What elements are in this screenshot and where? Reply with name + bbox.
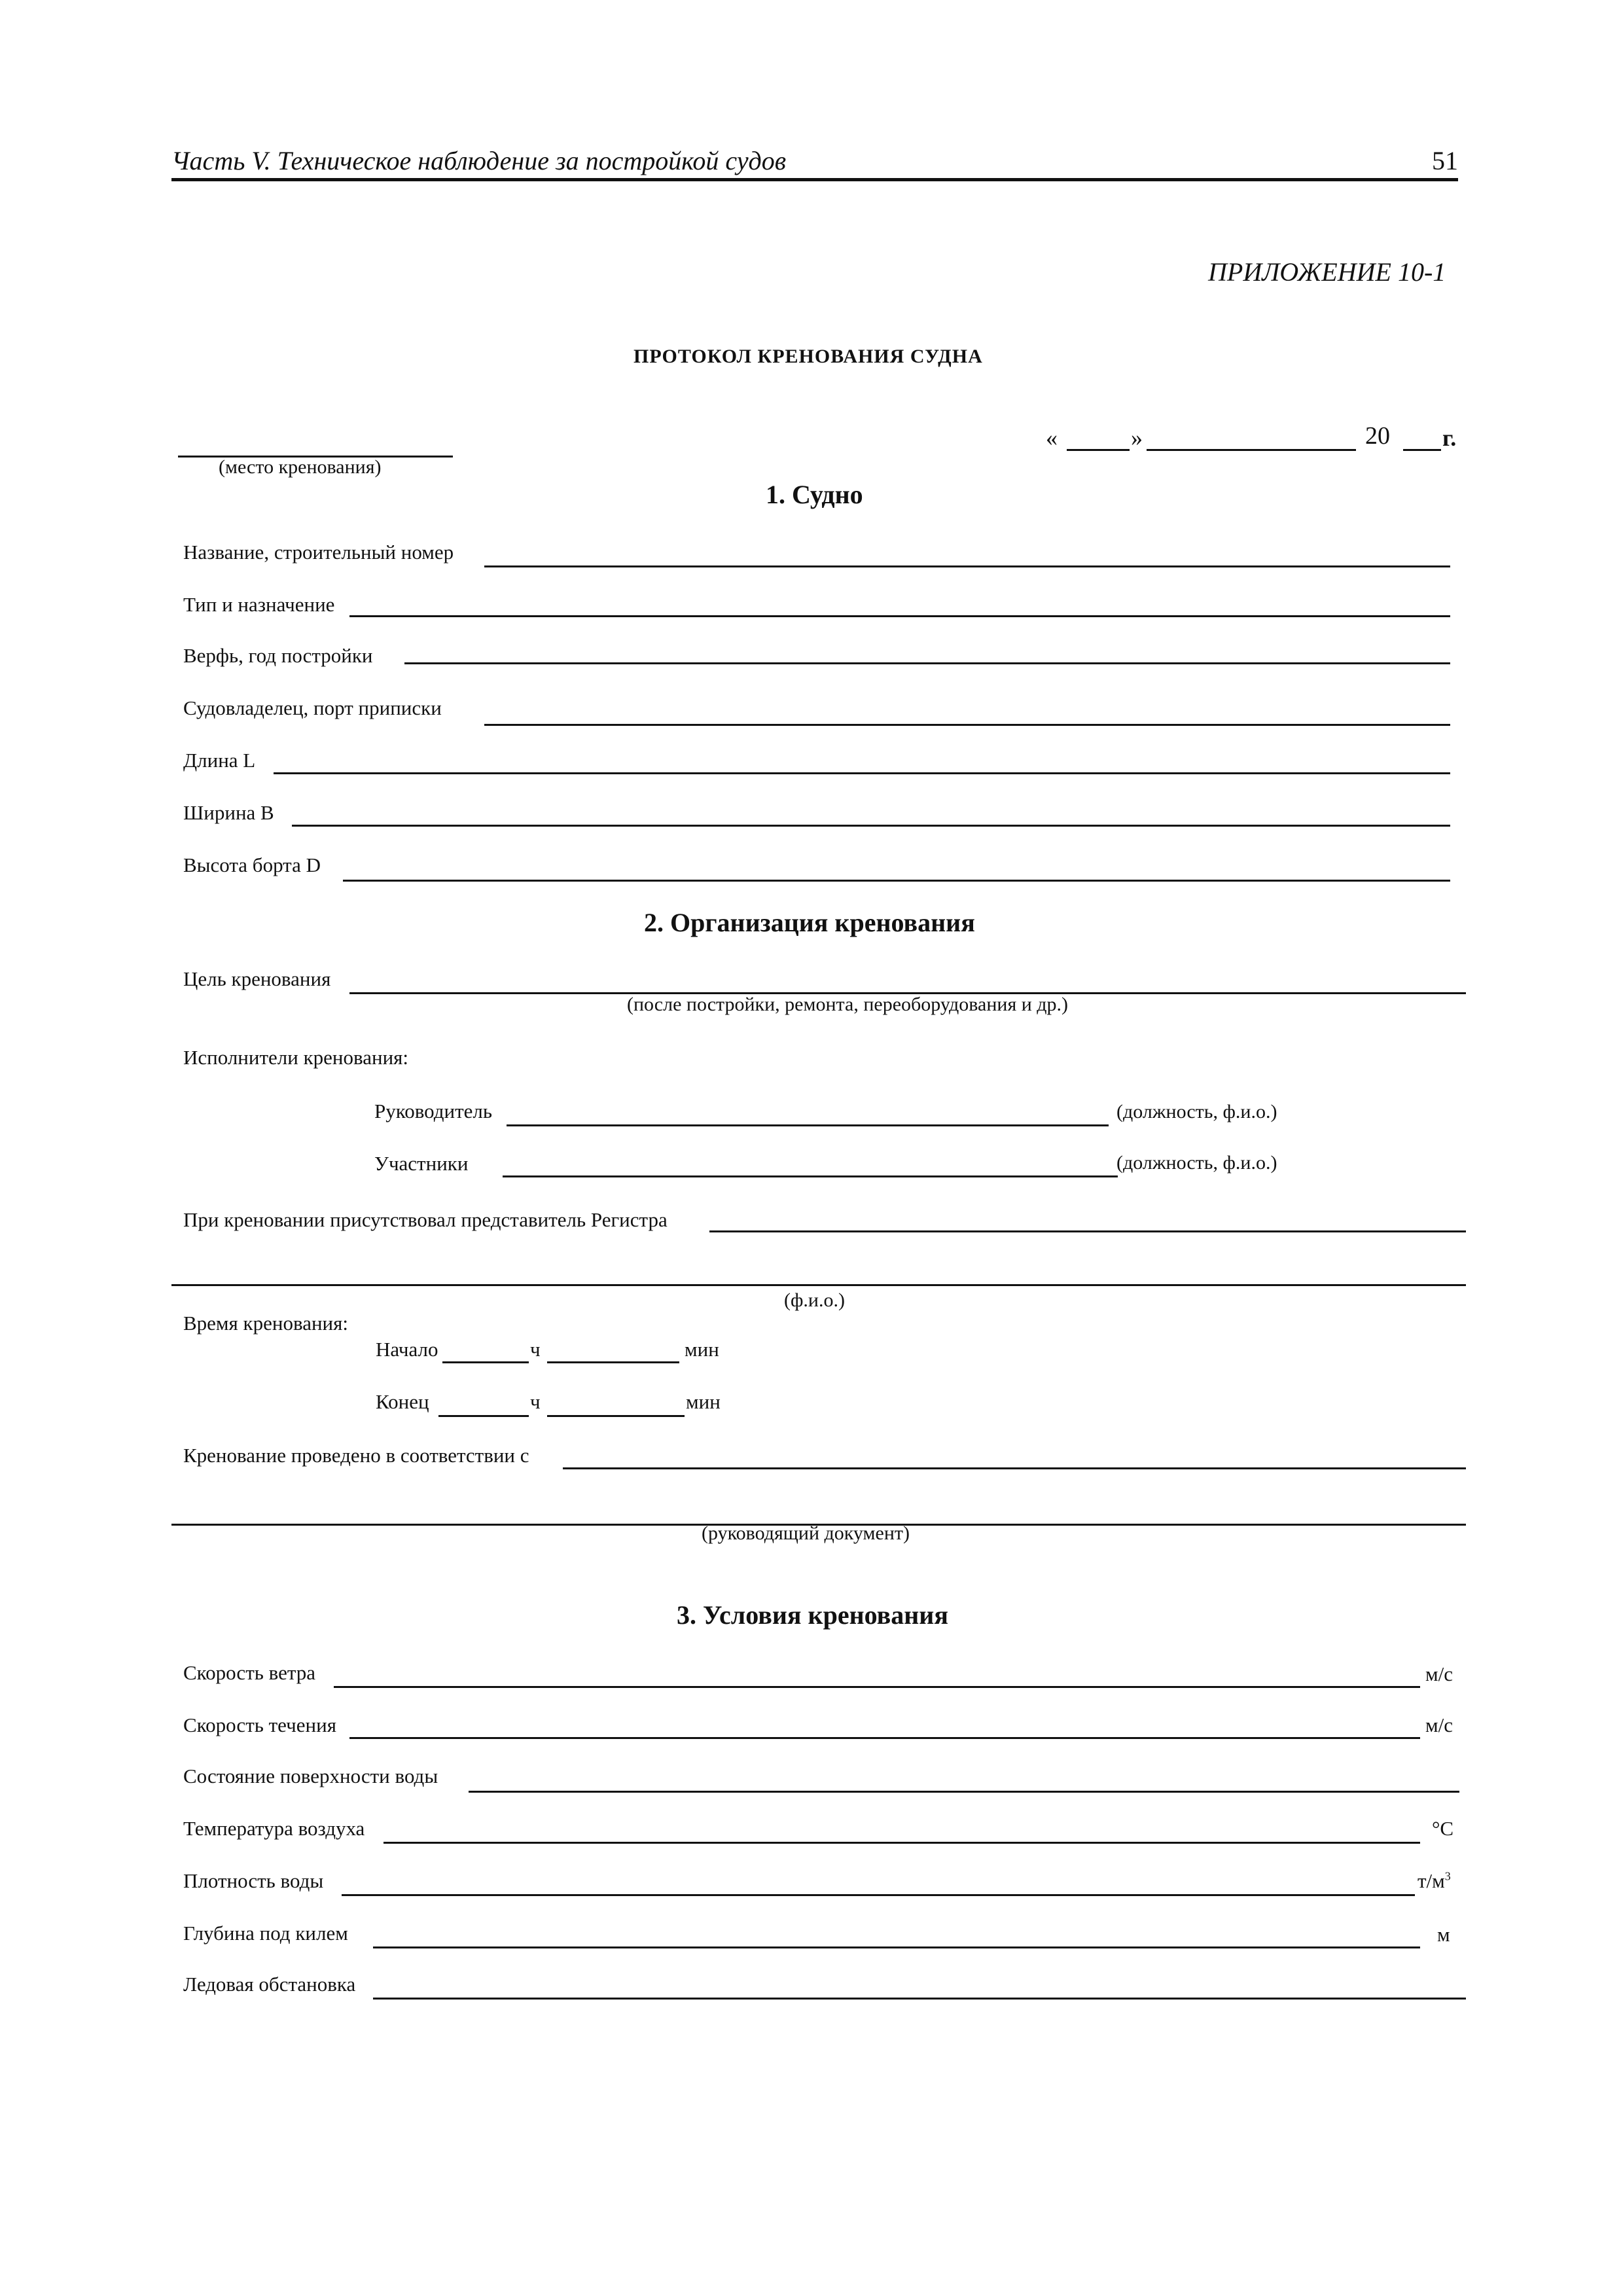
field-label-breadth: Ширина B [183, 801, 274, 824]
wind-speed-label: Скорость ветра [183, 1661, 316, 1684]
header-rule [171, 178, 1458, 181]
ice-conditions-input[interactable] [373, 1998, 1466, 2000]
participants-input[interactable] [503, 1175, 1118, 1177]
purpose-caption: (после постройки, ремонта, переоборудования и др.) [627, 994, 1069, 1015]
keel-depth-input[interactable] [373, 1946, 1420, 1948]
start-label: Начало [376, 1338, 438, 1361]
water-density-unit [1418, 1869, 1451, 1893]
participants-position-caption: (должность, ф.и.о.) [1116, 1152, 1277, 1174]
current-speed-input[interactable] [349, 1737, 1420, 1739]
depth-input[interactable] [343, 880, 1450, 882]
section-3-heading: 3. Условия кренования [677, 1600, 948, 1630]
field-label-depth: Высота борта D [183, 853, 321, 876]
document-title: ПРОТОКОЛ КРЕНОВАНИЯ СУДНА [633, 346, 983, 367]
compliance-input[interactable] [563, 1467, 1466, 1469]
date-close-quote: » [1131, 425, 1143, 451]
appendix-label: ПРИЛОЖЕНИЕ 10-1 [1208, 257, 1446, 287]
place-caption: (место кренования) [219, 456, 382, 478]
shipyard-year-input[interactable] [404, 662, 1450, 664]
date-century: 20 [1365, 422, 1390, 450]
water-surface-label: Состояние поверхности воды [183, 1765, 438, 1787]
keel-depth-label: Глубина под килем [183, 1922, 348, 1945]
length-input[interactable] [274, 772, 1450, 774]
field-label-owner-port: Судовладелец, порт приписки [183, 696, 442, 719]
current-speed-label: Скорость течения [183, 1713, 336, 1736]
performers-label: Исполнители кренования: [183, 1046, 409, 1069]
date-year-input[interactable] [1403, 449, 1441, 451]
keel-depth-unit: м [1437, 1923, 1450, 1946]
fio-caption: (ф.и.о.) [784, 1289, 845, 1311]
owner-port-input[interactable] [484, 724, 1450, 726]
type-purpose-input[interactable] [349, 615, 1450, 617]
date-day-input[interactable] [1067, 449, 1130, 451]
field-label-shipyard-year: Верфь, год постройки [183, 644, 373, 667]
start-hours-input[interactable] [442, 1361, 529, 1363]
end-minute-unit: мин [686, 1390, 721, 1413]
register-rep-input-line-2[interactable] [171, 1284, 1466, 1286]
start-minutes-input[interactable] [547, 1361, 679, 1363]
water-density-label: Плотность воды [183, 1869, 324, 1892]
end-hour-unit: ч [530, 1390, 541, 1413]
leader-position-caption: (должность, ф.и.о.) [1116, 1101, 1277, 1122]
water-density-unit-exponent: 3 [1444, 1869, 1451, 1883]
section-2-heading: 2. Организация кренования [644, 908, 975, 937]
field-label-length: Длина L [183, 749, 256, 772]
wind-speed-unit: м/с [1425, 1662, 1453, 1685]
leader-input[interactable] [507, 1124, 1109, 1126]
participants-label: Участники [374, 1152, 469, 1175]
air-temperature-unit: °C [1432, 1817, 1454, 1840]
guiding-doc-caption: (руководящий документ) [702, 1522, 910, 1544]
breadth-input[interactable] [292, 825, 1450, 827]
page-number: 51 [1432, 146, 1458, 175]
end-hours-input[interactable] [438, 1415, 529, 1417]
register-rep-label: При креновании присутствовал представитель Регистра [183, 1208, 668, 1231]
date-month-input[interactable] [1147, 449, 1356, 451]
date-year-suffix: г. [1442, 425, 1457, 451]
section-1-heading: 1. Судно [766, 480, 863, 509]
water-density-unit-base: т/м [1418, 1869, 1445, 1892]
start-minute-unit: мин [685, 1338, 719, 1361]
leader-label: Руководитель [374, 1100, 493, 1122]
field-label-name-number: Название, строительный номер [183, 541, 454, 564]
ice-conditions-label: Ледовая обстановка [183, 1973, 356, 1996]
start-hour-unit: ч [530, 1338, 541, 1361]
date-open-quote: « [1046, 425, 1058, 451]
compliance-label: Кренование проведено в соответствии с [183, 1444, 529, 1467]
field-label-type-purpose: Тип и назначение [183, 593, 335, 616]
current-speed-unit: м/с [1425, 1713, 1453, 1736]
air-temperature-input[interactable] [383, 1842, 1420, 1844]
air-temperature-label: Температура воздуха [183, 1817, 365, 1840]
water-density-input[interactable] [342, 1894, 1415, 1896]
register-rep-input[interactable] [709, 1230, 1466, 1232]
wind-speed-input[interactable] [334, 1686, 1420, 1688]
end-label: Конец [376, 1390, 429, 1413]
time-label: Время кренования: [183, 1312, 349, 1335]
end-minutes-input[interactable] [547, 1415, 685, 1417]
running-title: Часть V. Техническое наблюдение за постройкой судов [171, 146, 787, 175]
name-number-input[interactable] [484, 565, 1450, 567]
purpose-label: Цель кренования [183, 967, 331, 990]
water-surface-input[interactable] [469, 1791, 1459, 1793]
